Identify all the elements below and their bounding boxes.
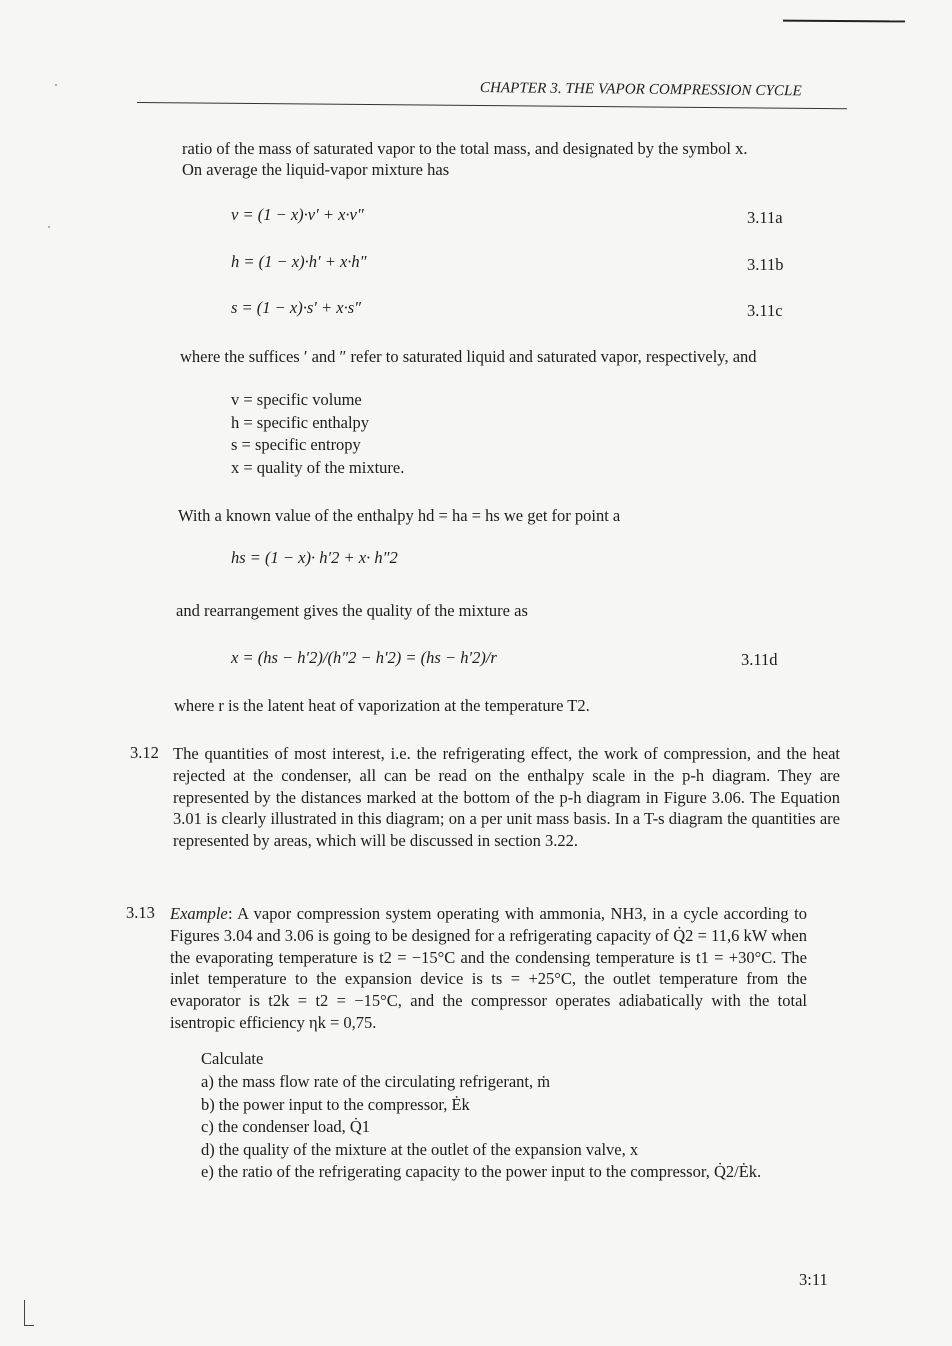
question-item: c) the condenser load, Q̇1 bbox=[201, 1117, 371, 1136]
section-3-13-text: : A vapor compression system operating with ammonia, NH3, in a cycle according to Figures 3.04 and 3.06 is going to be designed for a refrigerating capacity of Q̇2 = 11,6 kW when the evaporating temperature is t2 = −15°C and the condensing temperature is t1 = +30°C. The inlet temperature to the expansion device is ts = +25°C, the outlet temperature from the evaporator is t2k = t2 = −15°C, and the compressor operates adiabatically with the total isentropic efficiency ηk = 0,75. bbox=[170, 904, 807, 1032]
section-number: 3.12 bbox=[130, 743, 159, 762]
equation-hs: hs = (1 − x)· h′2 + x· h″2 bbox=[231, 548, 398, 567]
scan-speck bbox=[55, 84, 57, 86]
question-item: b) the power input to the compressor, Ėk bbox=[201, 1094, 470, 1114]
question-item: d) the quality of the mixture at the outlet of the expansion valve, x bbox=[201, 1139, 639, 1159]
page-number: 3:11 bbox=[799, 1270, 828, 1289]
section-3-12-text: The quantities of most interest, i.e. the refrigerating effect, the work of compression, and the heat rejected at the condenser, all can be read on the enthalpy scale in the p-h diagram. They are represented by the distances marked at the bottom of the p-h diagram in Figure 3.06. The Equation 3.01 is clearly illustrated in this diagram; on a per unit mass basis. In a T-s diagram the quantities are represented by areas, which will be discussed in section 3.22. bbox=[173, 744, 840, 851]
question-item: a) the mass flow rate of the circulating refrigerant, ṁ bbox=[201, 1072, 551, 1091]
running-header: CHAPTER 3. THE VAPOR COMPRESSION CYCLE bbox=[479, 80, 802, 100]
scan-speck bbox=[48, 226, 50, 228]
known-enthalpy-text: With a known value of the enthalpy hd = ha = hs we get for point a bbox=[178, 506, 621, 525]
section-number: 3.13 bbox=[126, 903, 155, 922]
crop-mark bbox=[24, 1300, 25, 1326]
section-3-13-paragraph bbox=[170, 903, 807, 1034]
equation-3-11c: s = (1 − x)·s′ + x·s″ bbox=[231, 298, 362, 317]
question-list bbox=[201, 1071, 761, 1184]
intro-line-2: On average the liquid-vapor mixture has bbox=[182, 160, 450, 179]
equation-3-11a: v = (1 − x)·v′ + x·v″ bbox=[231, 205, 364, 224]
latent-heat-text: where r is the latent heat of vaporization at the temperature T2. bbox=[174, 696, 590, 715]
equation-number: 3.11c bbox=[747, 301, 783, 320]
scan-edge-line bbox=[783, 20, 905, 23]
equation-number: 3.11b bbox=[747, 255, 784, 274]
definition-item: s = specific entropy bbox=[231, 435, 361, 454]
definition-item: x = quality of the mixture. bbox=[231, 457, 405, 477]
equation-3-11b: h = (1 − x)·h′ + x·h″ bbox=[231, 252, 367, 271]
suffix-explanation: where the suffices ′ and ″ refer to saturated liquid and saturated vapor, respectively, and bbox=[180, 347, 757, 366]
definition-list bbox=[231, 389, 404, 479]
crop-mark bbox=[24, 1325, 34, 1326]
equation-number: 3.11a bbox=[747, 208, 783, 227]
header-rule bbox=[137, 102, 847, 109]
rearrangement-text: and rearrangement gives the quality of the mixture as bbox=[176, 601, 528, 620]
equation-3-11d: x = (hs − h′2)/(h″2 − h′2) = (hs − h′2)/r bbox=[231, 648, 497, 667]
definition-item: h = specific enthalpy bbox=[231, 412, 370, 432]
example-label: Example bbox=[170, 904, 228, 923]
section-3-12-paragraph bbox=[173, 743, 840, 852]
calculate-label: Calculate bbox=[201, 1049, 264, 1068]
equation-number: 3.11d bbox=[741, 650, 778, 669]
definition-item: v = specific volume bbox=[231, 390, 362, 409]
question-item: e) the ratio of the refrigerating capacity to the power input to the compressor, Q̇2/Ėk. bbox=[201, 1162, 762, 1181]
intro-line-1: ratio of the mass of saturated vapor to the total mass, and designated by the symbol x. bbox=[182, 139, 748, 158]
